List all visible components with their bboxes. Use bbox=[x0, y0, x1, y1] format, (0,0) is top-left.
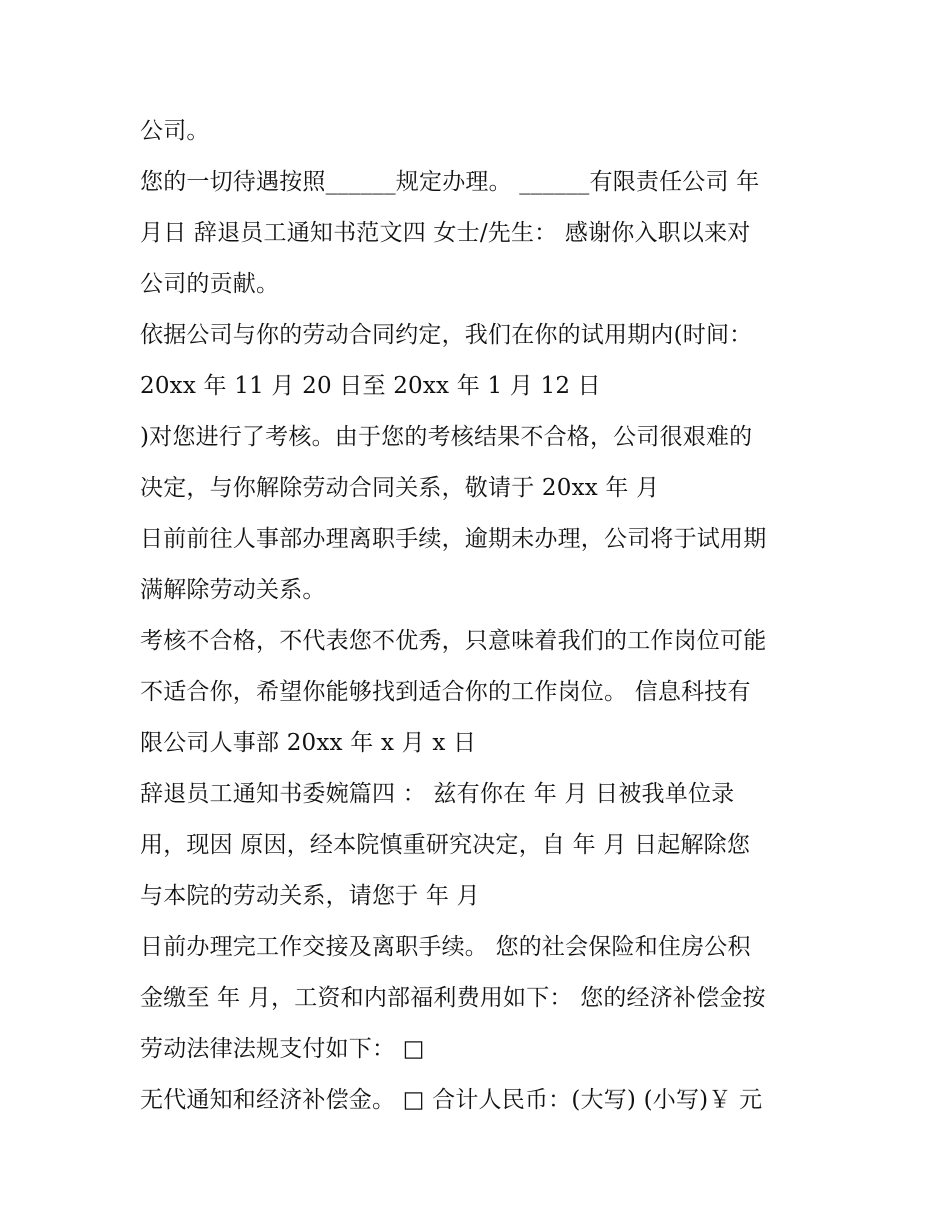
text-line: 日前前往人事部办理离职手续，逾期未办理，公司将于试用期 bbox=[140, 526, 767, 552]
text-line: 不适合你，希望你能够找到适合你的工作岗位。 信息科技有 bbox=[140, 679, 751, 705]
text-line: 无代通知和经济补偿金。 □ 合计人民币：(大写) (小写)￥ 元 bbox=[140, 1087, 763, 1113]
text-line: 用，现因 原因，经本院慎重研究决定，自 年 月 日起解除您 bbox=[140, 832, 751, 858]
text-line: 公司的贡献。 bbox=[140, 271, 280, 297]
text-line: 您的一切待遇按照______规定办理。 ______有限责任公司 年 bbox=[140, 169, 760, 195]
text-line: 依据公司与你的劳动合同约定，我们在你的试用期内(时间： bbox=[140, 322, 753, 348]
text-line: 日前办理完工作交接及离职手续。 您的社会保险和住房公积 bbox=[140, 934, 751, 960]
text-line: )对您进行了考核。由于您的考核结果不合格，公司很艰难的 bbox=[140, 424, 753, 450]
text-line: 金缴至 年 月，工资和内部福利费用如下： 您的经济补偿金按 bbox=[140, 985, 766, 1011]
text-line: 20xx 年 11 月 20 日至 20xx 年 1 月 12 日 bbox=[140, 373, 601, 399]
text-line: 与本院的劳动关系，请您于 年 月 bbox=[140, 883, 480, 909]
text-line: 劳动法律法规支付如下： □ bbox=[140, 1036, 425, 1062]
document-body bbox=[140, 106, 830, 1126]
text-line: 月日 辞退员工通知书范文四 女士/先生： 感谢你入职以来对 bbox=[140, 220, 751, 246]
text-line: 限公司人事部 20xx 年 x 月 x 日 bbox=[140, 730, 477, 756]
text-line: 决定，与你解除劳动合同关系，敬请于 20xx 年 月 bbox=[140, 475, 660, 501]
text-line: 满解除劳动关系。 bbox=[140, 577, 326, 603]
text-line: 辞退员工通知书委婉篇四 ： 兹有你在 年 月 日被我单位录 bbox=[140, 781, 735, 807]
text-line: 公司。 bbox=[140, 118, 210, 144]
text-line: 考核不合格，不代表您不优秀，只意味着我们的工作岗位可能 bbox=[140, 628, 767, 654]
